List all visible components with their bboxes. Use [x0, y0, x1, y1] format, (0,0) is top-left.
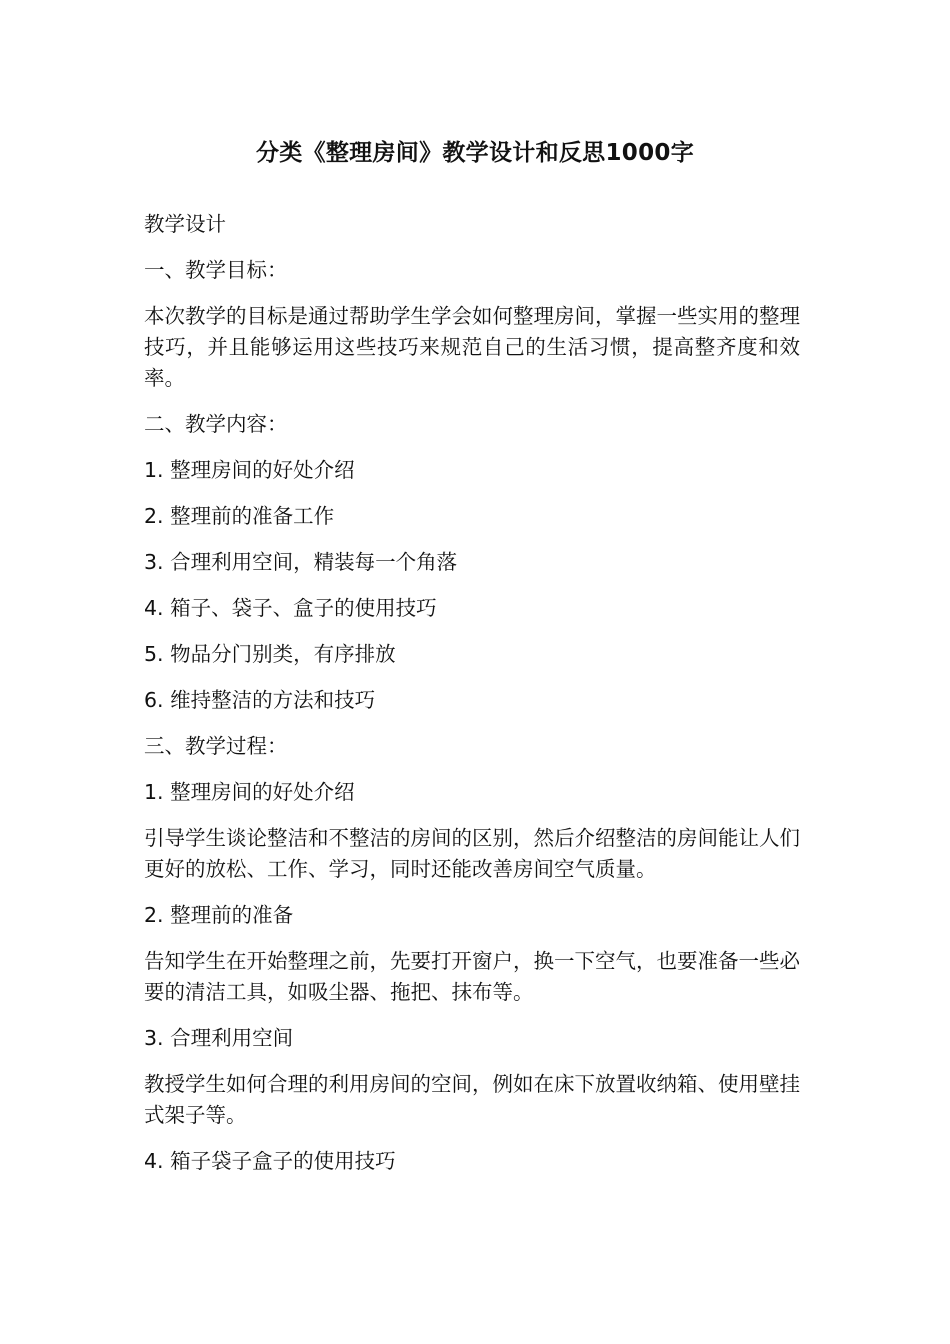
list-item: 2. 整理前的准备工作: [144, 504, 335, 528]
list-item: 5. 物品分门别类，有序排放: [144, 642, 396, 666]
section-heading-content: 二、教学内容：: [144, 412, 288, 436]
list-item: 4. 箱子、袋子、盒子的使用技巧: [144, 596, 437, 620]
paragraph-objectives: 本次教学的目标是通过帮助学生学会如何整理房间，掌握一些实用的整理技巧，并且能够运用这些技巧来规范自己的生活习惯，提高整齐度和效率。: [144, 304, 800, 390]
process-step-heading: 1. 整理房间的好处介绍: [144, 780, 355, 804]
list-item: 6. 维持整洁的方法和技巧: [144, 688, 376, 712]
document-body: [144, 209, 800, 1192]
list-item: 1. 整理房间的好处介绍: [144, 458, 355, 482]
process-step-heading: 4. 箱子袋子盒子的使用技巧: [144, 1149, 396, 1173]
paragraph-step-1: 引导学生谈论整洁和不整洁的房间的区别，然后介绍整洁的房间能让人们更好的放松、工作、学习，同时还能改善房间空气质量。: [144, 826, 800, 881]
document-title: 分类《整理房间》教学设计和反思1000字: [255, 140, 694, 166]
process-step-heading: 3. 合理利用空间: [144, 1026, 294, 1050]
list-item: 3. 合理利用空间，精装每一个角落: [144, 550, 458, 574]
section-heading-process: 三、教学过程：: [144, 734, 288, 758]
paragraph-step-3: 教授学生如何合理的利用房间的空间，例如在床下放置收纳箱、使用壁挂式架子等。: [144, 1072, 800, 1127]
process-step-heading: 2. 整理前的准备: [144, 903, 294, 927]
section-heading-teaching-design: 教学设计: [144, 212, 226, 236]
section-heading-objectives: 一、教学目标：: [144, 258, 288, 282]
paragraph-step-2: 告知学生在开始整理之前，先要打开窗户，换一下空气，也要准备一些必要的清洁工具，如吸尘器、拖把、抹布等。: [144, 949, 800, 1004]
